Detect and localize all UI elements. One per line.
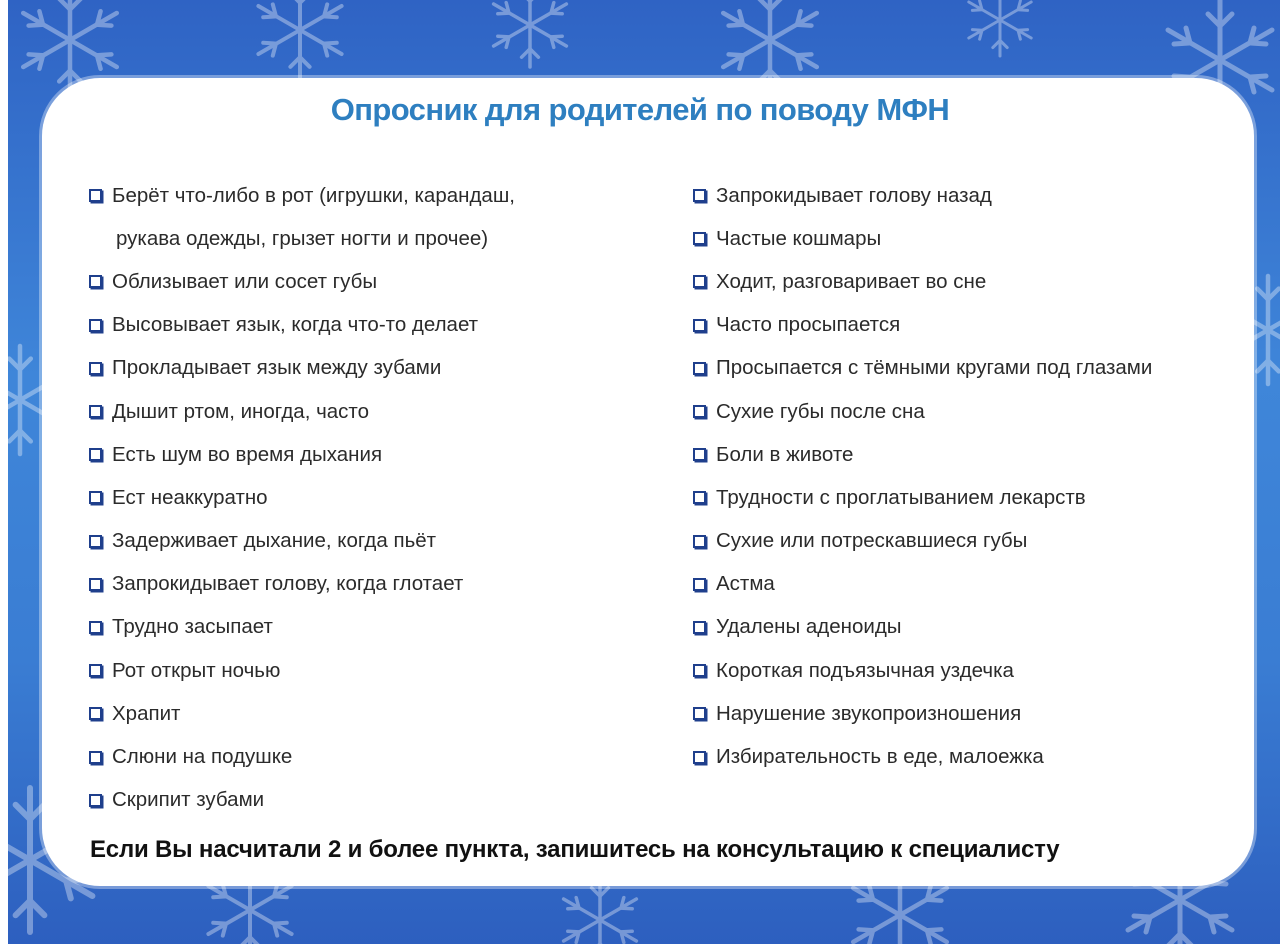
checklist-item[interactable] bbox=[693, 174, 1253, 217]
item-label: Частые кошмары bbox=[716, 226, 882, 250]
checkbox-icon[interactable] bbox=[693, 664, 706, 677]
checkbox-icon[interactable] bbox=[89, 707, 102, 720]
checklist-item[interactable] bbox=[693, 606, 1253, 649]
checkbox-icon[interactable] bbox=[693, 535, 706, 548]
item-label: Трудности с проглатыванием лекарств bbox=[716, 485, 1086, 509]
item-label: Слюни на подушке bbox=[112, 745, 293, 769]
checklist-item[interactable] bbox=[89, 692, 649, 735]
checkbox-icon[interactable] bbox=[693, 707, 706, 720]
checkbox-icon[interactable] bbox=[693, 448, 706, 461]
item-label: Астма bbox=[716, 572, 775, 596]
checklist-item[interactable] bbox=[693, 692, 1253, 735]
checkbox-icon[interactable] bbox=[89, 405, 102, 418]
checklist-item[interactable] bbox=[89, 520, 649, 563]
page-title: Опросник для родителей по поводу МФН bbox=[330, 92, 950, 127]
checkbox-icon[interactable] bbox=[693, 751, 706, 764]
checklist-item-continuation bbox=[89, 217, 649, 260]
checklist-item[interactable] bbox=[89, 390, 649, 433]
checklist-item[interactable] bbox=[89, 304, 649, 347]
checklist-item[interactable] bbox=[693, 563, 1253, 606]
checkbox-icon[interactable] bbox=[693, 275, 706, 288]
checkbox-icon[interactable] bbox=[89, 621, 102, 634]
checklist-item[interactable] bbox=[89, 735, 649, 778]
footer-note: Если Вы насчитали 2 и более пункта, запишитесь на консультацию к специалисту bbox=[90, 836, 1060, 863]
checklist-item[interactable] bbox=[89, 779, 649, 822]
item-label: Запрокидывает голову назад bbox=[716, 183, 992, 207]
checkbox-icon[interactable] bbox=[89, 578, 102, 591]
checklist-item[interactable] bbox=[693, 390, 1253, 433]
checklist-item[interactable] bbox=[693, 520, 1253, 563]
item-label: Сухие губы после сна bbox=[716, 399, 925, 423]
item-label: Часто просыпается bbox=[716, 313, 901, 337]
item-label: Храпит bbox=[112, 701, 181, 725]
item-label: Берёт что-либо в рот (игрушки, карандаш, bbox=[112, 183, 515, 207]
checkbox-icon[interactable] bbox=[89, 448, 102, 461]
checklist-item[interactable] bbox=[89, 347, 649, 390]
left-checklist bbox=[89, 174, 649, 822]
checkbox-icon[interactable] bbox=[693, 405, 706, 418]
checklist-item[interactable] bbox=[693, 260, 1253, 303]
item-label: Задерживает дыхание, когда пьёт bbox=[112, 529, 437, 553]
item-label: Боли в животе bbox=[716, 442, 854, 466]
checkbox-icon[interactable] bbox=[693, 189, 706, 202]
checkbox-icon[interactable] bbox=[693, 621, 706, 634]
checklist-item[interactable] bbox=[693, 735, 1253, 778]
checklist-item[interactable] bbox=[693, 347, 1253, 390]
checkbox-icon[interactable] bbox=[89, 189, 102, 202]
item-label: Просыпается с тёмными кругами под глазами bbox=[716, 356, 1153, 380]
item-label: Нарушение звукопроизношения bbox=[716, 701, 1022, 725]
item-label: Дышит ртом, иногда, часто bbox=[112, 399, 369, 423]
checkbox-icon[interactable] bbox=[89, 751, 102, 764]
item-label: Облизывает или сосет губы bbox=[112, 269, 378, 293]
item-label: Ест неаккуратно bbox=[112, 485, 268, 509]
checklist-item[interactable] bbox=[693, 476, 1253, 519]
checkbox-icon[interactable] bbox=[89, 319, 102, 332]
checkbox-icon[interactable] bbox=[89, 362, 102, 375]
item-label: Высовывает язык, когда что-то делает bbox=[112, 313, 479, 337]
checkbox-icon[interactable] bbox=[89, 535, 102, 548]
item-label: рукава одежды, грызет ногти и прочее) bbox=[116, 226, 489, 250]
item-label: Запрокидывает голову, когда глотает bbox=[112, 572, 464, 596]
item-label: Рот открыт ночью bbox=[112, 658, 281, 682]
item-label: Ходит, разговаривает во сне bbox=[716, 269, 987, 293]
item-label: Скрипит зубами bbox=[112, 788, 265, 812]
item-label: Короткая подъязычная уздечка bbox=[716, 658, 1014, 682]
left-edge-strip bbox=[0, 0, 8, 944]
checklist-item[interactable] bbox=[693, 433, 1253, 476]
item-label: Прокладывает язык между зубами bbox=[112, 356, 442, 380]
checklist-item[interactable] bbox=[89, 563, 649, 606]
checkbox-icon[interactable] bbox=[693, 578, 706, 591]
item-label: Избирательность в еде, малоежка bbox=[716, 745, 1044, 769]
item-label: Трудно засыпает bbox=[112, 615, 273, 639]
checklist-item[interactable] bbox=[89, 433, 649, 476]
right-checklist bbox=[693, 174, 1253, 779]
checklist-item[interactable] bbox=[89, 606, 649, 649]
checklist-item[interactable] bbox=[693, 217, 1253, 260]
checkbox-icon[interactable] bbox=[89, 275, 102, 288]
checklist-item[interactable] bbox=[89, 649, 649, 692]
checkbox-icon[interactable] bbox=[693, 362, 706, 375]
item-label: Удалены аденоиды bbox=[716, 615, 902, 639]
checkbox-icon[interactable] bbox=[693, 232, 706, 245]
checkbox-icon[interactable] bbox=[89, 794, 102, 807]
checkbox-icon[interactable] bbox=[89, 491, 102, 504]
item-label: Сухие или потрескавшиеся губы bbox=[716, 529, 1028, 553]
checklist-item[interactable] bbox=[693, 649, 1253, 692]
checklist-item[interactable] bbox=[89, 260, 649, 303]
checklist-item[interactable] bbox=[89, 476, 649, 519]
item-label: Есть шум во время дыхания bbox=[112, 442, 383, 466]
checklist-item[interactable] bbox=[693, 304, 1253, 347]
checkbox-icon[interactable] bbox=[693, 319, 706, 332]
checkbox-icon[interactable] bbox=[693, 491, 706, 504]
checklist-item[interactable] bbox=[89, 174, 649, 217]
checkbox-icon[interactable] bbox=[89, 664, 102, 677]
